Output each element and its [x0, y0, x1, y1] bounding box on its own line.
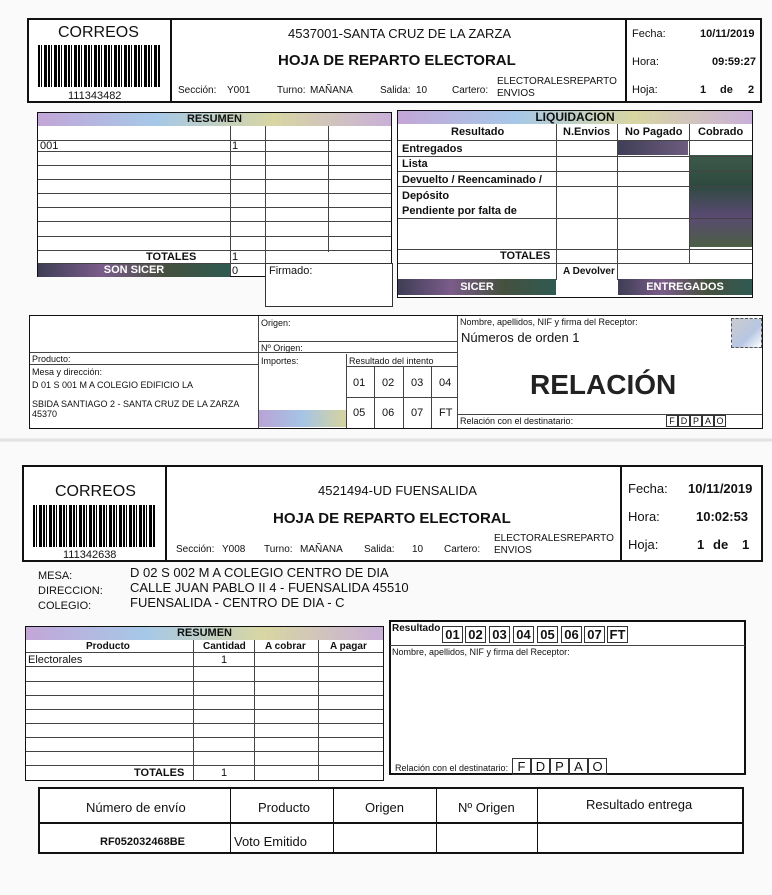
page-separator: [0, 437, 772, 443]
turno-label: Turno:: [277, 85, 306, 96]
hoja-total-2: 1: [742, 537, 750, 552]
hoja-de-2: de: [713, 537, 729, 552]
relacion-d[interactable]: D: [678, 415, 690, 427]
mesa-line-1: D 01 S 001 M A COLEGIO EDIFICIO LA: [32, 380, 194, 390]
relacion-f-2[interactable]: F: [512, 758, 531, 775]
liq-row-deposito: Depósito: [402, 190, 450, 202]
hoja-de: de: [720, 84, 733, 96]
correos-logo: CORREOS: [58, 24, 139, 41]
cartero-label: Cartero:: [452, 85, 489, 96]
relacion-dest-label: Relación con el destinatario:: [460, 416, 574, 426]
son-sicer-value: 0: [232, 265, 239, 277]
hoja-label: Hoja:: [632, 84, 658, 96]
son-sicer-bar: SON SICER: [38, 264, 230, 277]
salida-label: Salida:: [380, 85, 411, 96]
top-resumen-title: RESUMEN: [38, 113, 391, 126]
intento-06[interactable]: 06: [382, 407, 395, 419]
resumen-row-code: 001: [40, 140, 59, 152]
resumen-totales-label-2: TOTALES: [134, 767, 185, 779]
relacion-stamp: RELACIÓN: [530, 369, 677, 400]
intento-02[interactable]: 02: [382, 377, 395, 389]
form-title: HOJA DE REPARTO ELECTORAL: [278, 52, 516, 69]
hora-label-2: Hora:: [628, 509, 660, 524]
liq-row-pendiente: Pendiente por falta de: [402, 205, 517, 217]
relacion-p-2[interactable]: P: [550, 758, 569, 775]
mesa-line-2: SBIDA SANTIAGO 2 - SANTA CRUZ DE LA ZARZA: [32, 399, 240, 409]
corner-stamp: [731, 318, 762, 348]
relacion-o[interactable]: O: [714, 415, 726, 427]
firmado-label: Firmado:: [269, 265, 313, 277]
direccion-label: DIRECCION:: [38, 585, 103, 597]
resultado-03[interactable]: 03: [489, 626, 510, 643]
envio-header-producto: Producto: [258, 800, 311, 815]
mesa-label: Mesa y dirección:: [32, 367, 103, 377]
salida-value: 10: [416, 85, 428, 96]
seccion-value: Y001: [227, 85, 251, 96]
intento-01[interactable]: 01: [353, 377, 366, 389]
bottom-receptor-box: [389, 620, 746, 775]
resultado-04[interactable]: 04: [513, 626, 534, 643]
hoja-num: 1: [700, 84, 707, 96]
cartero-value-2b: ENVIOS: [494, 545, 532, 556]
cartero-label-2: Cartero:: [444, 544, 481, 555]
resultado-06[interactable]: 06: [561, 626, 582, 643]
hora-value-2: 10:02:53: [696, 509, 749, 524]
barcode-image: [38, 45, 160, 87]
form-title-2: HOJA DE REPARTO ELECTORAL: [273, 510, 511, 527]
relacion-p[interactable]: P: [690, 415, 702, 427]
mesa-line-3: 45370: [32, 409, 58, 419]
hora-value: 09:59:27: [712, 56, 757, 68]
relacion-f[interactable]: F: [666, 415, 678, 427]
mesa-value-2: D 02 S 002 M A COLEGIO CENTRO DE DIA: [130, 565, 389, 580]
envio-header-numero: Número de envío: [86, 800, 186, 815]
resultado-intento-label: Resultado del intento: [349, 356, 434, 366]
turno-label-2: Turno:: [264, 544, 293, 555]
liq-row-devuelto: Devuelto / Reencaminado /: [402, 174, 542, 186]
relacion-dest-label-2: Relación con el destinatario:: [395, 763, 509, 773]
liq-header-nopagado: No Pagado: [625, 126, 683, 138]
a-devolver-label: A Devolver: [563, 266, 615, 277]
cartero-value-1: ELECTORALESREPARTO: [497, 76, 617, 87]
liq-header-resultado: Resultado: [451, 126, 505, 138]
origen-label: Origen:: [261, 318, 291, 328]
receptor-label: Nombre, apellidos, NIF y firma del Receptor:: [460, 317, 638, 327]
envio-header-origen: Origen: [365, 800, 405, 815]
resumen-header-cantidad: Cantidad: [203, 641, 246, 652]
resumen-row-product: Electorales: [28, 654, 83, 666]
resumen-row-qty-2: 1: [221, 654, 228, 666]
colegio-label: COLEGIO:: [38, 600, 92, 612]
liq-header-nenvios: N.Envios: [563, 126, 611, 138]
fecha-label: Fecha:: [632, 28, 666, 40]
liquidacion-title: LIQUIDACION: [398, 111, 752, 124]
resumen-totales-label: TOTALES: [146, 251, 197, 263]
office-name-2: 4521494-UD FUENSALIDA: [318, 483, 477, 498]
fecha-value-2: 10/11/2019: [688, 481, 753, 496]
hora-label: Hora:: [632, 56, 659, 68]
resultado-01[interactable]: 01: [442, 626, 463, 643]
resultado-07[interactable]: 07: [584, 626, 605, 643]
salida-label-2: Salida:: [364, 544, 395, 555]
salida-value-2: 10: [412, 544, 424, 555]
relacion-a-2[interactable]: A: [569, 758, 588, 775]
cartero-value-2a: ELECTORALESREPARTO: [494, 533, 614, 544]
resumen-totales-value-2: 1: [221, 767, 228, 779]
colegio-value: FUENSALIDA - CENTRO DE DIA - C: [130, 595, 345, 610]
seccion-label: Sección:: [178, 85, 217, 96]
liq-totales-label: TOTALES: [500, 250, 551, 262]
intento-03[interactable]: 03: [411, 377, 424, 389]
liq-header-cobrado: Cobrado: [698, 126, 744, 138]
intento-07[interactable]: 07: [411, 407, 424, 419]
bottom-resumen-title: RESUMEN: [26, 627, 383, 640]
mesa-label-2: MESA:: [38, 570, 73, 582]
resumen-header-apagar: A pagar: [330, 641, 367, 652]
correos-logo-2: CORREOS: [55, 483, 136, 500]
liq-row-entregados: Entregados: [402, 143, 463, 155]
resumen-totales-value: 1: [232, 251, 239, 263]
resumen-header-producto: Producto: [86, 641, 130, 652]
importes-label: Importes:: [261, 356, 299, 366]
intento-04[interactable]: 04: [439, 377, 452, 389]
relacion-d-2[interactable]: D: [531, 758, 550, 775]
resumen-header-acobrar: A cobrar: [265, 641, 306, 652]
resultado-05[interactable]: 05: [537, 626, 558, 643]
office-name: 4537001-SANTA CRUZ DE LA ZARZA: [288, 26, 512, 41]
hoja-total: 2: [748, 84, 755, 96]
envio-header-norigen: Nº Origen: [458, 800, 515, 815]
liq-row-lista: Lista: [402, 158, 428, 170]
hoja-label-2: Hoja:: [628, 537, 659, 552]
seccion-value-2: Y008: [222, 544, 246, 555]
entregados-bar: ENTREGADOS: [618, 279, 752, 295]
barcode-number: 111343482: [68, 90, 122, 102]
barcode-image-2: [33, 505, 156, 547]
turno-value-2: MAÑANA: [300, 544, 343, 555]
relacion-a[interactable]: A: [702, 415, 714, 427]
intento-05[interactable]: 05: [353, 407, 366, 419]
resultado-02[interactable]: 02: [465, 626, 486, 643]
top-resumen-box: [37, 112, 392, 277]
hoja-num-2: 1: [697, 537, 705, 552]
intento-ft[interactable]: FT: [439, 407, 453, 419]
resumen-row-qty: 1: [232, 140, 239, 152]
envio-header-resultado: Resultado entrega: [586, 797, 693, 812]
resultado-label: Resultado: [392, 623, 441, 634]
barcode-number-2: 111342638: [63, 549, 117, 561]
fecha-value: 10/11/2019: [700, 28, 755, 40]
cartero-value-2: ENVIOS: [497, 88, 535, 99]
producto-label: Producto:: [32, 354, 71, 364]
relacion-o-2[interactable]: O: [588, 758, 607, 775]
numeros-orden: Números de orden 1: [461, 330, 580, 345]
envio-numero: RF052032468BE: [100, 836, 186, 848]
sicer-bar: SICER: [398, 279, 556, 295]
receptor-label-2: Nombre, apellidos, NIF y firma del Receptor:: [392, 647, 570, 657]
n-origen-label: Nº Origen:: [261, 343, 303, 353]
resultado-ft[interactable]: FT: [607, 626, 628, 643]
fecha-label-2: Fecha:: [628, 481, 668, 496]
direccion-value: CALLE JUAN PABLO II 4 - FUENSALIDA 45510: [130, 580, 409, 595]
envio-producto: Voto Emitido: [234, 834, 307, 849]
seccion-label-2: Sección:: [176, 544, 215, 555]
turno-value: MAÑANA: [310, 85, 353, 96]
